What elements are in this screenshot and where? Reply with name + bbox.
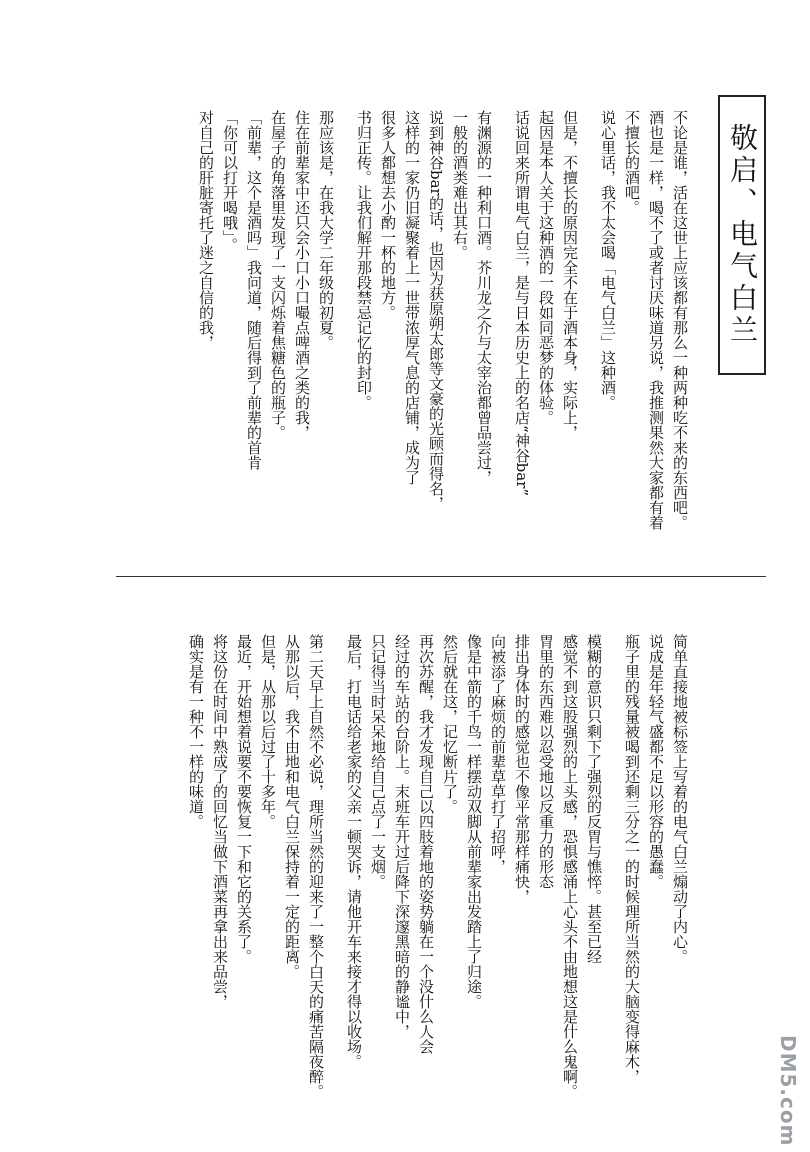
text-line: 最近，开始想着说要不要恢复一下和它的关系了。 <box>235 634 253 964</box>
bottom-section <box>184 634 692 1124</box>
text-line: 酒也是一样，喝不了或者讨厌味道另说，我推测果然大家都有着 <box>647 110 665 530</box>
text-line: 在屋子的角落里发现了一支闪烁着焦糖色的瓶子。 <box>269 110 287 440</box>
text-line: 像是中箭的千鸟一样摆动双脚从前辈家出发踏上了归途。 <box>465 634 483 1009</box>
text-line: 「前辈，这个是酒吗」我问道，随后得到了前辈的首肯 <box>245 110 263 470</box>
text-line: 只记得当时呆呆地给自己点了一支烟。 <box>369 634 387 889</box>
text-line: 那应该是，在我大学二年级的初夏。 <box>317 110 335 350</box>
text-line: 感觉不到这股强烈的上头感，恐惧感涌上心头不由地想这是什么鬼啊。 <box>561 634 579 1099</box>
top-section <box>194 110 692 570</box>
text-line: 话说回来所谓电气白兰，是与日本历史上的名店“神谷bar” <box>513 110 531 497</box>
page-title: 敬启、电气白兰 <box>726 123 759 347</box>
text-line: 然后就在这，记忆断片了。 <box>441 634 459 814</box>
text-line: 说心里话，我不太会喝「电气白兰」这种酒。 <box>599 110 617 410</box>
text-line: 「你可以打开喝哦」。 <box>221 110 239 253</box>
text-line: 但是，从那以后过了十多年。 <box>259 634 277 829</box>
text-line: 将这份在时间中熟成了的回忆当做下酒菜再拿出来品尝， <box>211 634 229 1009</box>
text-line: 向被添了麻烦的前辈草草打了招呼， <box>489 634 507 874</box>
section-divider <box>116 576 766 577</box>
text-line: 对自己的肝脏寄托了迷之自信的我， <box>197 110 215 350</box>
title-box <box>718 95 766 375</box>
text-line: 不擅长的酒吧。 <box>623 110 641 215</box>
text-line: 经过的车站的台阶上。末班车开过后降下深邃黑暗的静谧中， <box>393 634 411 1039</box>
text-line: 胃里的东西难以忍受地以反重力的形态 <box>537 634 555 889</box>
watermark-logo: DM5.com <box>776 1035 800 1147</box>
text-line: 不论是谁，活在这世上应该都有那么一种两种吃不来的东西吧。 <box>671 110 689 530</box>
text-line: 书归正传。让我们解开那段禁忌记忆的封印。 <box>355 110 373 410</box>
text-line: 从那以后，我不由地和电气白兰保持着一定的距离。 <box>283 634 301 979</box>
text-line: 第二天早上自然不必说，理所当然的迎来了一整个白天的痛苦隔夜醉。 <box>307 634 325 1099</box>
text-line: 最后，打电话给老家的父亲一顿哭诉，请他开车来接才得以收场。 <box>345 634 363 1069</box>
text-line: 排出身体时的感觉也不像平常那样痛快， <box>513 634 531 904</box>
text-line: 这样的一家仍旧凝聚着上一世带浓厚气息的店铺，成为了 <box>403 110 421 485</box>
text-line: 但是，不擅长的原因完全不在于酒本身，实际上， <box>561 110 579 440</box>
text-line: 住在前辈家中还只会小口小口嘬点啤酒之类的我， <box>293 110 311 440</box>
text-line: 模糊的意识只剩下了强烈的反胃与憔悴。甚至已经 <box>585 634 603 964</box>
text-line: 瓶子里的残量被喝到还剩三分之一的时候理所当然的大脑变得麻木， <box>623 634 641 1084</box>
text-line: 有渊源的一种利口酒。芥川龙之介与太宰治都曾品尝过， <box>475 110 493 485</box>
text-line: 一般的酒类难出其右。 <box>451 110 469 260</box>
text-line: 很多人都想去小酌一杯的地方。 <box>379 110 397 320</box>
text-line: 再次苏醒，我才发现自己以四肢着地的姿势躺在一个没什么人会 <box>417 634 435 1054</box>
text-line: 说成是年轻气盛都不足以形容的愚蠢。 <box>647 634 665 889</box>
text-line: 简单直接地被标签上写着的电气白兰煽动了内心。 <box>671 634 689 964</box>
text-line: 确实是有一种不一样的味道。 <box>187 634 205 829</box>
text-line: 说到神谷bar的话，也因为获原朔太郎等文豪的光顾而得名， <box>427 110 445 511</box>
text-line: 起因是本人关于这种酒的一段如同恶梦的体验。 <box>537 110 555 425</box>
